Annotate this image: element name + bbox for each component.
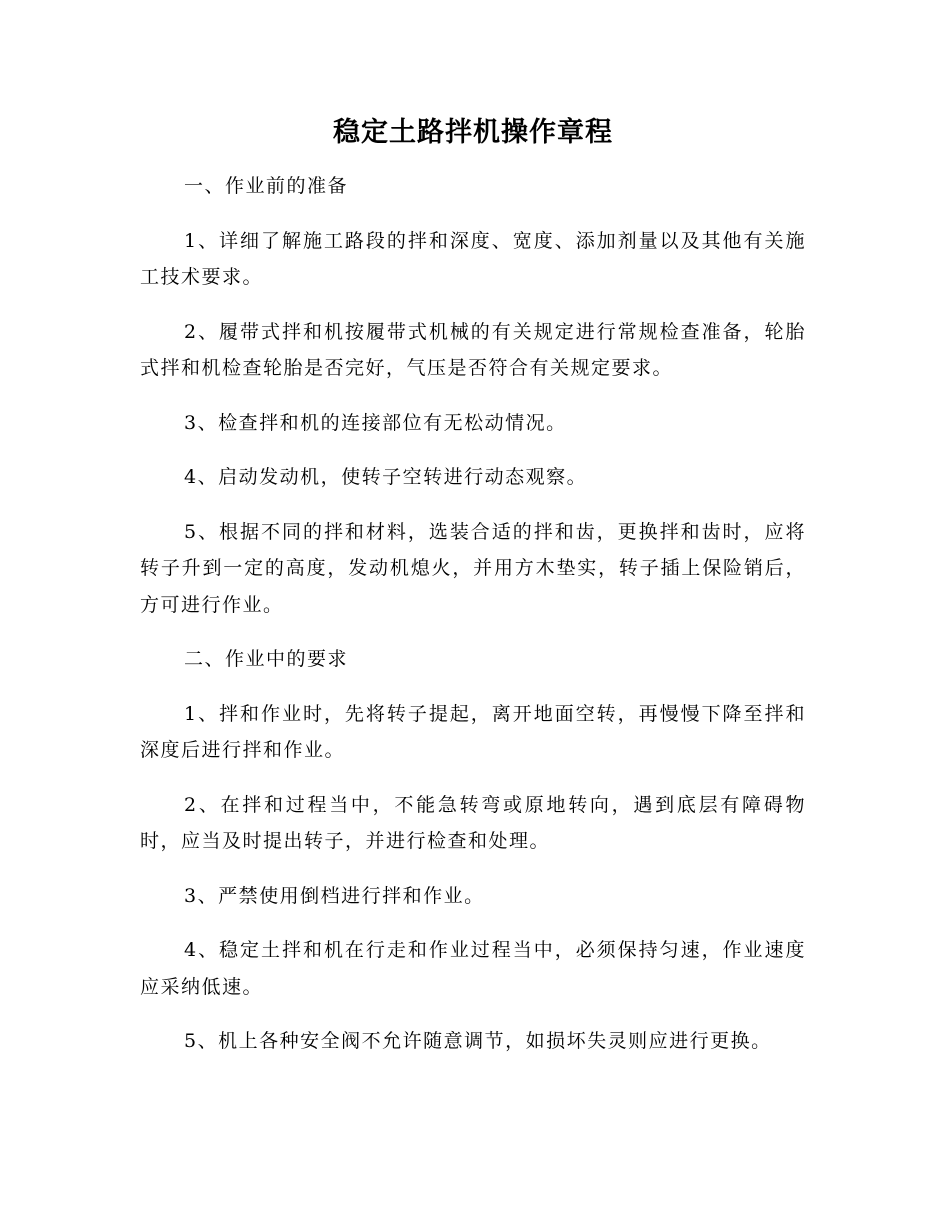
paragraph-item: 5、根据不同的拌和材料，选装合适的拌和齿，更换拌和齿时，应将转子升到一定的高度，发动机熄火，并用方木垫实，转子插上保险销后，方可进行作业。 xyxy=(140,520,806,616)
paragraph-item: 2、在拌和过程当中，不能急转弯或原地转向，遇到底层有障碍物时，应当及时提出转子，并进行检查和处理。 xyxy=(140,793,806,852)
paragraph-item: 2、履带式拌和机按履带式机械的有关规定进行常规检查准备，轮胎式拌和机检查轮胎是否完好，气压是否符合有关规定要求。 xyxy=(140,320,806,379)
paragraph-item: 3、检查拌和机的连接部位有无松动情况。 xyxy=(184,411,567,434)
document-body xyxy=(140,112,806,1078)
document-title: 稳定土路拌机操作章程 xyxy=(333,117,613,148)
paragraph-item: 4、稳定土拌和机在行走和作业过程当中，必须保持匀速，作业速度应采纳低速。 xyxy=(140,939,806,998)
section-heading-during-work: 二、作业中的要求 xyxy=(184,648,349,670)
paragraph-item: 4、启动发动机，使转子空转进行动态观察。 xyxy=(184,466,588,488)
paragraph-item: 3、严禁使用倒档进行拌和作业。 xyxy=(184,884,485,907)
paragraph-item: 1、拌和作业时，先将转子提起，离开地面空转，再慢慢下降至拌和深度后进行拌和作业。 xyxy=(140,702,806,761)
paragraph-item: 1、详细了解施工路段的拌和深度、宽度、添加剂量以及其他有关施工技术要求。 xyxy=(140,229,806,288)
section-heading-before-work: 一、作业前的准备 xyxy=(184,175,349,197)
paragraph-item: 5、机上各种安全阀不允许随意调节，如损坏失灵则应进行更换。 xyxy=(184,1030,772,1052)
